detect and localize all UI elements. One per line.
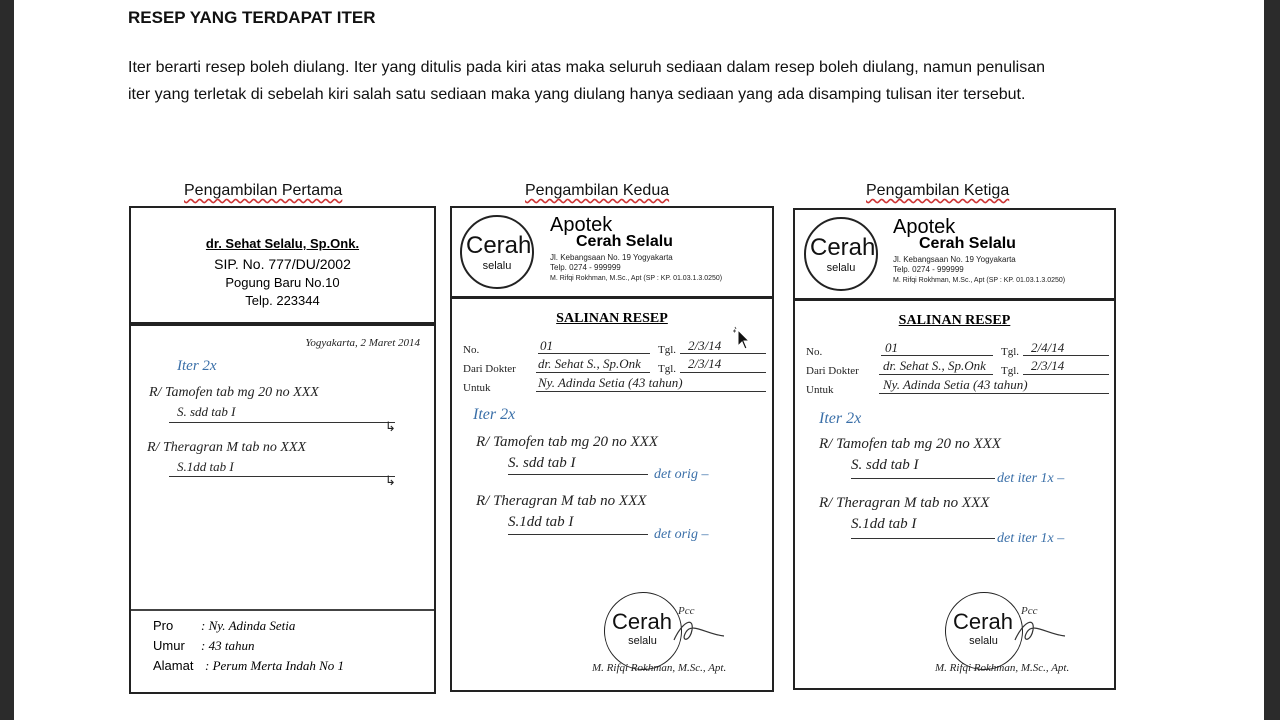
- untuk-value: Ny. Adinda Setia (43 tahun): [883, 377, 1028, 392]
- dokter-line: [879, 374, 993, 375]
- signa-line-2: S.1dd tab I: [508, 514, 574, 530]
- signature-scribble: [1013, 612, 1069, 646]
- mouse-cursor-icon: [732, 326, 752, 352]
- pharmacy-stamp: Cerah selalu: [604, 592, 682, 670]
- det-note-2: det orig –: [654, 527, 709, 542]
- apotek-name: Cerah Selalu: [576, 233, 673, 250]
- signature-pcc: Pcc: [1021, 605, 1038, 617]
- patient-age: : 43 tahun: [201, 638, 255, 653]
- apotek-pharmacist: M. Rifqi Rokhman, M.Sc., Apt (SP : KP. 01.03.1.3.0250): [893, 277, 1066, 284]
- apotek-header-third: [795, 210, 1114, 301]
- pharmacy-stamp: Cerah selalu: [945, 592, 1023, 670]
- tgl-label-2: Tgl.: [658, 363, 677, 375]
- intro-paragraph: [128, 54, 1138, 108]
- doctor-address: Pogung Baru No.10: [225, 275, 340, 290]
- tgl-line-1: [680, 353, 766, 354]
- untuk-line: [879, 393, 1109, 394]
- apotek-pharmacist: M. Rifqi Rokhman, M.Sc., Apt (SP : KP. 01.03.1.3.0250): [550, 275, 723, 282]
- pharmacist-signature: M. Rifqi Rokhman, M.Sc., Apt.: [592, 662, 727, 674]
- apotek-phone: Telp. 0274 - 999999: [893, 265, 964, 274]
- salinan-title: SALINAN RESEP: [898, 313, 1011, 328]
- rx-line-2: R/ Theragran M tab no XXX: [819, 495, 990, 511]
- no-value: 01: [885, 340, 898, 355]
- det-note-2: det iter 1x –: [997, 531, 1065, 546]
- signa-line-2: S.1dd tab I: [177, 459, 234, 474]
- rx-line-1: R/ Tamofen tab mg 20 no XXX: [819, 436, 1001, 452]
- dokter-label: Dari Dokter: [463, 363, 516, 375]
- salinan-resep-third: [793, 208, 1116, 690]
- no-line: [538, 353, 650, 354]
- doctor-sip: SIP. No. 777/DU/2002: [214, 256, 351, 272]
- tgl-value-2: 2/3/14: [1031, 358, 1065, 373]
- caption-first: Pengambilan Pertama: [184, 182, 343, 199]
- doctor-phone: Telp. 223344: [245, 293, 320, 308]
- tgl-label-1: Tgl.: [658, 344, 677, 356]
- pharmacist-signature: M. Rifqi Rokhman, M.Sc., Apt.: [935, 662, 1070, 674]
- rx-line-2: R/ Theragran M tab no XXX: [147, 440, 307, 455]
- prescription-date: Yogyakarta, 2 Maret 2014: [305, 337, 420, 349]
- dokter-value: dr. Sehat S., Sp.Onk: [538, 356, 641, 371]
- signa-line-2: S.1dd tab I: [851, 516, 917, 532]
- det-note-1: det orig –: [654, 467, 709, 482]
- closing-mark-1: ↳: [385, 419, 396, 434]
- tgl-value-1: 2/3/14: [688, 338, 722, 353]
- caption-third: Pengambilan Ketiga: [866, 182, 1010, 199]
- patient-divider: [131, 609, 434, 611]
- iter-note: Iter 2x: [819, 410, 862, 427]
- prescription-original: [129, 206, 436, 694]
- no-value: 01: [540, 338, 553, 353]
- signa-line-1: S. sdd tab I: [851, 457, 919, 473]
- salinan-title: SALINAN RESEP: [556, 311, 668, 326]
- caption-second: Pengambilan Kedua: [525, 182, 670, 199]
- closing-mark-2: ↳: [385, 473, 396, 488]
- closing-line-2: [169, 476, 395, 477]
- no-label: No.: [806, 346, 823, 358]
- tgl-line-2: [680, 372, 766, 373]
- signa-line-1: S. sdd tab I: [508, 455, 576, 471]
- apotek-address: Jl. Kebangsaan No. 19 Yogyakarta: [893, 255, 1016, 264]
- untuk-label: Untuk: [806, 384, 834, 396]
- tgl-value-1: 2/4/14: [1031, 340, 1065, 355]
- tgl-label-2: Tgl.: [1001, 365, 1020, 377]
- rx-line-2: R/ Theragran M tab no XXX: [476, 493, 647, 509]
- header-divider: [131, 325, 434, 326]
- iter-note: Iter 2x: [473, 406, 516, 423]
- closing-line-2: [851, 538, 995, 539]
- iter-note: Iter 2x: [177, 358, 217, 374]
- closing-line-1: [508, 474, 648, 475]
- apotek-word: Apotek: [893, 216, 956, 238]
- apotek-logo: Cerah selalu: [804, 217, 878, 291]
- tgl-label-1: Tgl.: [1001, 346, 1020, 358]
- apotek-phone: Telp. 0274 - 999999: [550, 263, 621, 272]
- intro-line-2: iter yang terletak di sebelah kiri salah satu sediaan maka yang diulang hanya sediaan yang ada disamping tulisan iter tersebut.: [128, 86, 1026, 103]
- signature-pcc: Pcc: [678, 605, 695, 617]
- tgl-line-1: [1023, 355, 1109, 356]
- dokter-label: Dari Dokter: [806, 365, 859, 377]
- no-label: No.: [463, 344, 480, 356]
- no-line: [881, 355, 993, 356]
- untuk-label: Untuk: [463, 382, 491, 394]
- patient-name: : Ny. Adinda Setia: [201, 618, 296, 633]
- dokter-line: [536, 372, 650, 373]
- apotek-name: Cerah Selalu: [919, 235, 1016, 252]
- doctor-header: [131, 208, 434, 325]
- rx-line-1: R/ Tamofen tab mg 20 no XXX: [476, 434, 658, 450]
- patient-address: : Perum Merta Indah No 1: [205, 658, 345, 673]
- apotek-header-second: [452, 208, 772, 299]
- signature-scribble: [672, 612, 728, 646]
- dokter-value: dr. Sehat S., Sp.Onk: [883, 358, 986, 373]
- address-label: Alamat: [153, 658, 194, 673]
- rx-line-1: R/ Tamofen tab mg 20 no XXX: [149, 385, 319, 400]
- patient-label: Pro: [153, 618, 174, 633]
- doctor-name: dr. Sehat Selalu, Sp.Onk.: [205, 236, 360, 251]
- untuk-value: Ny. Adinda Setia (43 tahun): [538, 375, 683, 390]
- tgl-line-2: [1023, 374, 1109, 375]
- det-note-1: det iter 1x –: [997, 471, 1065, 486]
- closing-line-1: [851, 478, 995, 479]
- salinan-resep-second: [450, 206, 774, 692]
- closing-line-1: [169, 422, 395, 423]
- apotek-logo: Cerah selalu: [460, 215, 534, 289]
- page-title: RESEP YANG TERDAPAT ITER: [128, 8, 376, 27]
- closing-line-2: [508, 534, 648, 535]
- apotek-word: Apotek: [550, 214, 613, 236]
- apotek-address: Jl. Kebangsaan No. 19 Yogyakarta: [550, 253, 673, 262]
- intro-line-1: Iter berarti resep boleh diulang. Iter yang ditulis pada kiri atas maka seluruh sediaan dalam resep boleh diulang, namun penulisan: [128, 59, 1046, 76]
- tgl-value-2: 2/3/14: [688, 356, 722, 371]
- age-label: Umur: [153, 638, 185, 653]
- signa-line-1: S. sdd tab I: [177, 404, 236, 419]
- untuk-line: [536, 391, 766, 392]
